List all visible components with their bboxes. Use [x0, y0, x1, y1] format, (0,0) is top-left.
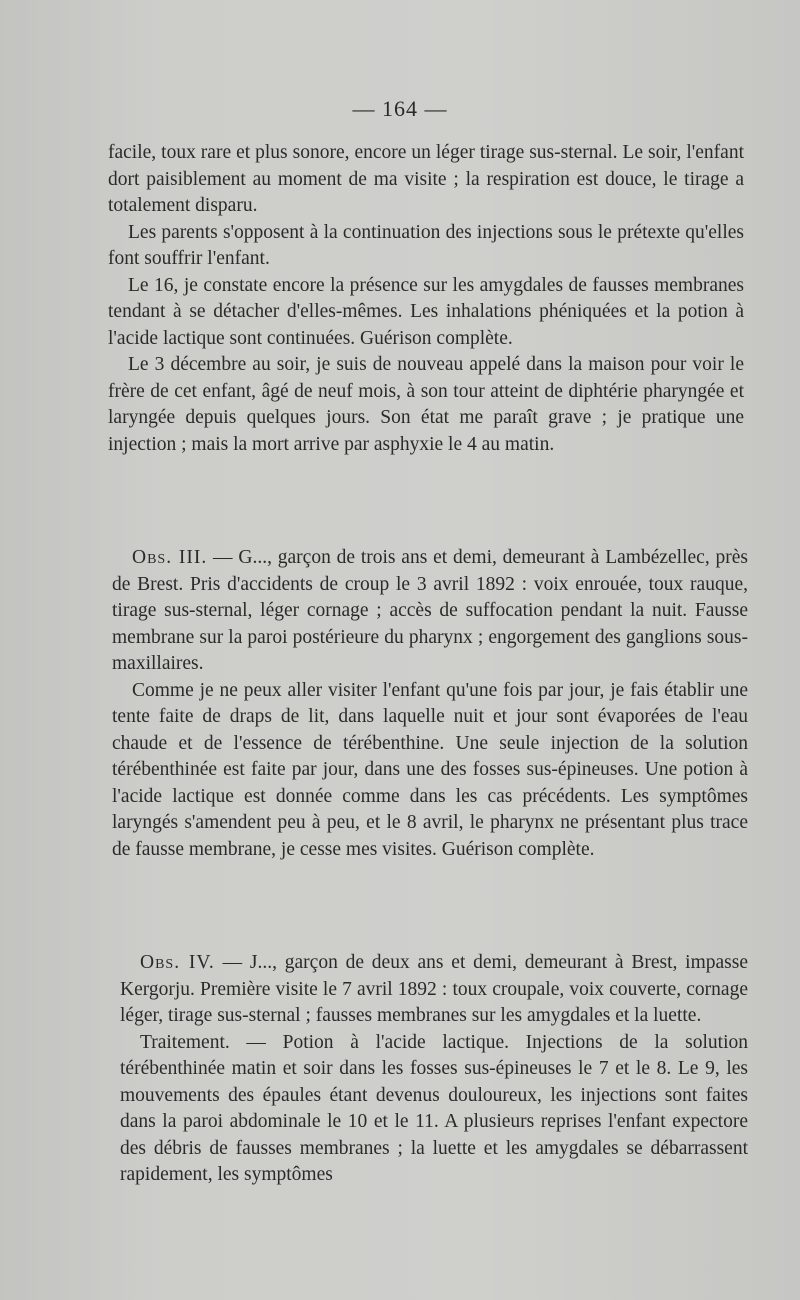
paragraph: Le 3 décembre au soir, je suis de nouveau appelé dans la maison pour voir le frère de cet enfant, âgé de neuf mois, à son tour atteint de diphtérie pharyngée et laryngée depuis quelques jours. Son état me paraît grave ; je pratique une injection ; mais la mort arrive par asphyxie le 4 au matin.: [108, 354, 744, 455]
paragraph: Traitement. — Potion à l'acide lactique. Injections de la solution térébenthinée matin et soir dans les fosses sus-épineuses le 7 et le 8. Le 9, les mouvements des épaules étant devenus douloureux, les injections sont faites dans la paroi abdominale le 10 et le 11. A plusieurs reprises l'enfant expectore des débris de fausses membranes ; la luette et les amygdales se débarrassent rapidement, les symptômes: [120, 1031, 748, 1185]
observation-label: Obs. III.: [132, 547, 208, 568]
observation-3: [112, 545, 748, 863]
paragraph: Le 16, je constate encore la présence sur les amygdales de fausses membranes tendant à se détacher d'elles-mêmes. Les inhalations phéniquées et la potion à l'acide lactique sont continuées. Guérison complète.: [108, 274, 744, 349]
paragraph: Les parents s'opposent à la continuation des injections sous le prétexte qu'elles font souffrir l'enfant.: [108, 221, 744, 269]
page-number: — 164 —: [352, 96, 448, 121]
observation-intro-text: — G..., garçon de trois ans et demi, demeurant à Lambézellec, près de Brest. Pris d'accidents de croup le 3 avril 1892 : voix enrouée, toux rauque, tirage sus-sternal, léger cornage ; accès de suffocation pendant la nuit. Fausse membrane sur la paroi postérieure du pharynx ; engorgement des ganglions sous-maxillaires.: [112, 547, 749, 674]
observation-intro: [120, 950, 748, 1030]
observation-label: Obs. IV.: [140, 952, 215, 973]
observation-4: [120, 950, 748, 1189]
observation-intro: [112, 545, 748, 678]
text-block-continuation: [108, 140, 744, 458]
paragraph: facile, toux rare et plus sonore, encore un léger tirage sus-sternal. Le soir, l'enfant dort paisiblement au moment de ma visite ; la respiration est douce, le tirage a totalement disparu.: [108, 142, 744, 216]
observation-intro-text: — J..., garçon de deux ans et demi, demeurant à Brest, impasse Kergorju. Première visite le 7 avril 1892 : toux croupale, voix couverte, cornage léger, tirage sus-sternal ; fausses membranes sur les amygdales et la luette.: [120, 952, 748, 1026]
paragraph: Comme je ne peux aller visiter l'enfant qu'une fois par jour, je fais établir une tente faite de draps de lit, dans laquelle nuit et jour sont évaporées de l'eau chaude et de l'essence de térébenthine. Une seule injection de la solution térébenthinée est faite par jour, dans une des fosses sus-épineuses. Une potion à l'acide lactique est donnée comme dans les cas précédents. Les symptômes laryngés s'amendent peu à peu, et le 8 avril, le pharynx ne présentant plus trace de fausse membrane, je cesse mes visites. Guérison complète.: [112, 679, 748, 860]
